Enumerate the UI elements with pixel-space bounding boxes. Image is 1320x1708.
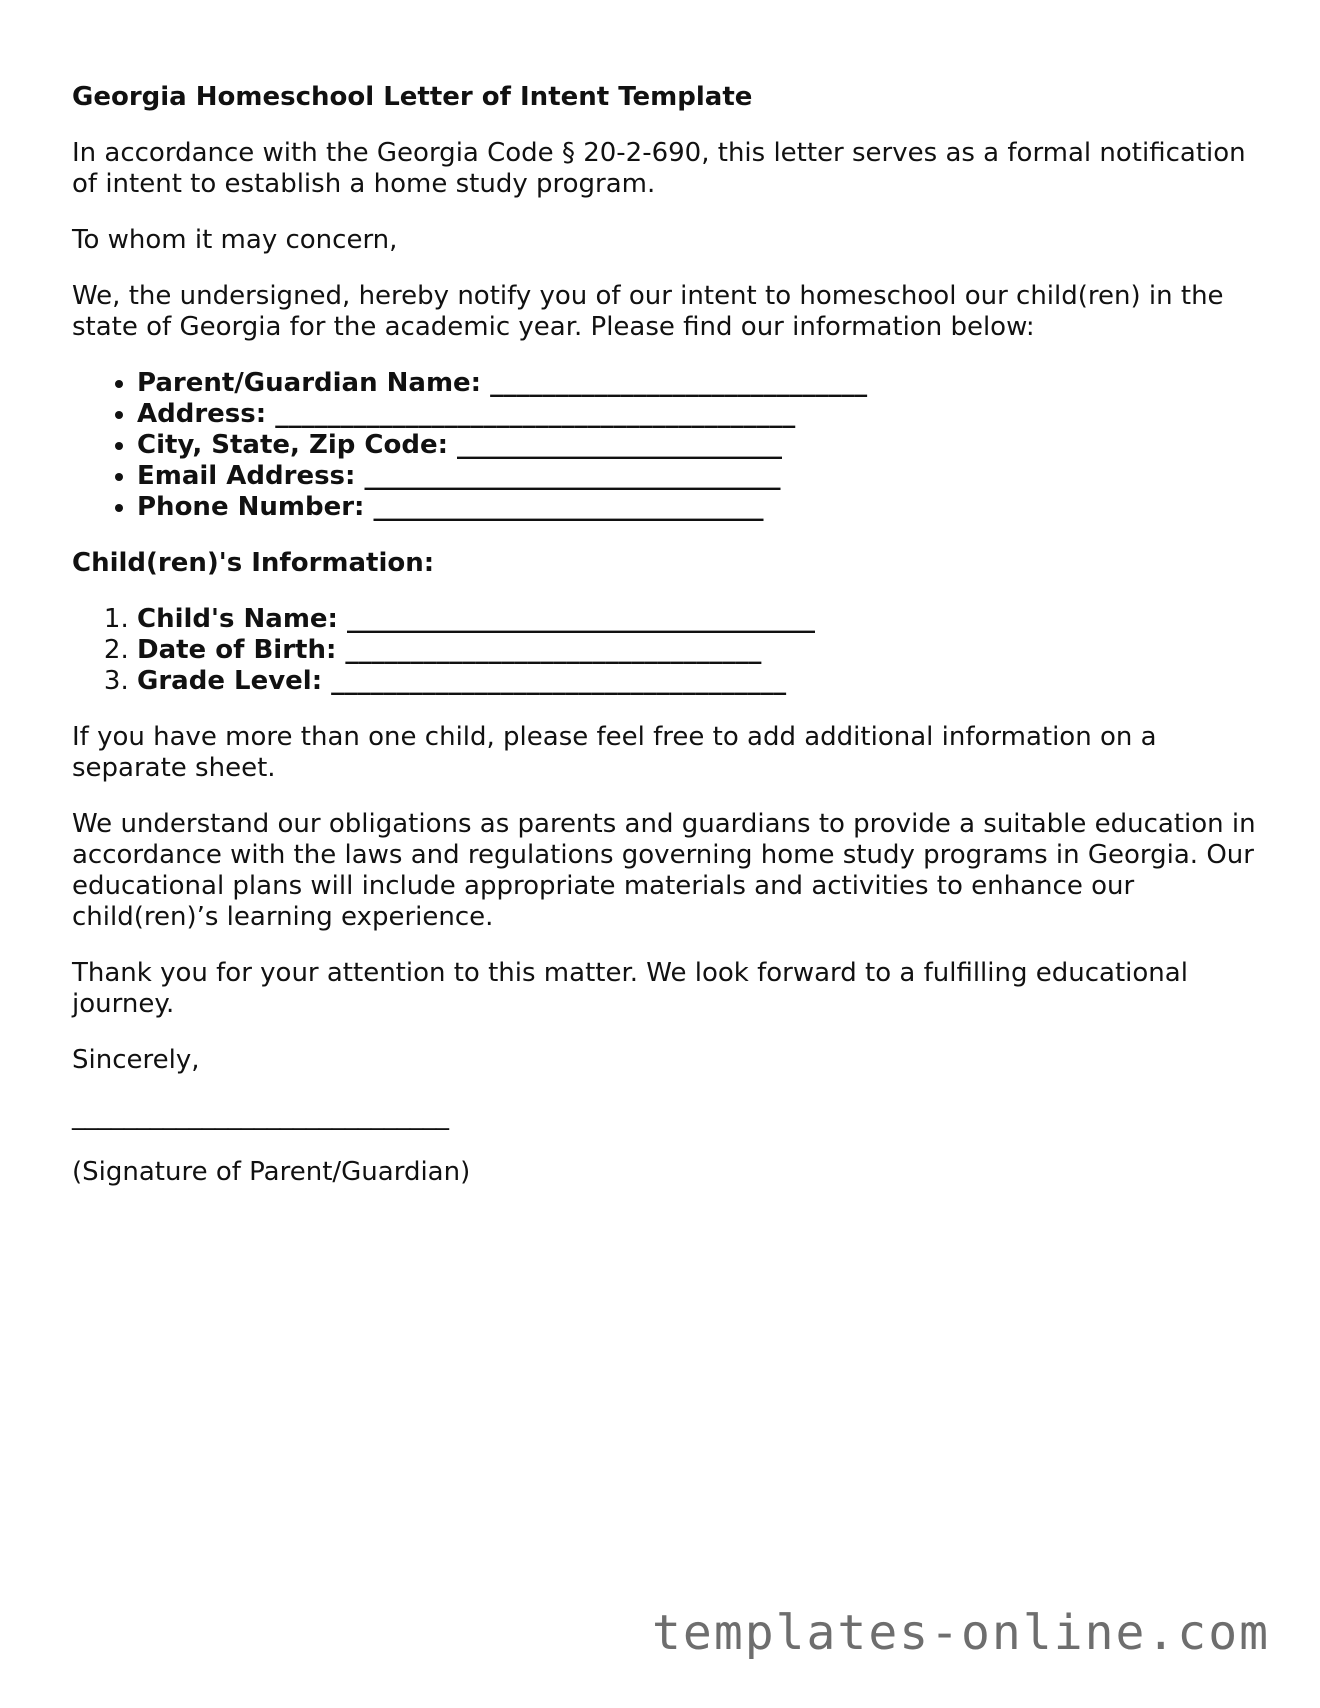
address-field: • Address: ________________________________________: [137, 399, 1262, 430]
document-title: Georgia Homeschool Letter of Intent Template: [72, 82, 753, 112]
signature-caption: (Signature of Parent/Guardian): [72, 1157, 471, 1187]
parent-info-list: [72, 368, 1262, 523]
intro-paragraph: In accordance with the Georgia Code § 20-2-690, this letter serves as a formal notification of intent to establish a home study program.: [72, 138, 1246, 199]
date-of-birth-field: 2. Date of Birth: ________________________________: [137, 635, 1262, 666]
parent-name-field: • Parent/Guardian Name: _____________________________: [137, 368, 1262, 399]
obligations-paragraph: We understand our obligations as parents and guardians to provide a suitable education in accordance with the laws and regulations governing home study programs in Georgia. Our educational plans will include appropriate materials and activities to enhance our child(ren)’s learning experience.: [72, 809, 1256, 932]
signature-line: _____________________________: [72, 1101, 449, 1131]
child-name-field: 1. Child's Name: ____________________________________: [137, 604, 1262, 635]
phone-field: • Phone Number: ______________________________: [137, 492, 1262, 523]
email-field: • Email Address: ________________________________: [137, 461, 1262, 492]
additional-note: If you have more than one child, please feel free to add additional information on a separate sheet.: [72, 722, 1157, 783]
child-info-list: [72, 604, 1262, 697]
thanks-paragraph: Thank you for your attention to this matter. We look forward to a fulfilling educational journey.: [72, 958, 1188, 1019]
notice-paragraph: We, the undersigned, hereby notify you of our intent to homeschool our child(ren) in the state of Georgia for the academic year. Please find our information below:: [72, 281, 1224, 342]
closing: Sincerely,: [72, 1045, 200, 1075]
salutation: To whom it may concern,: [72, 225, 398, 255]
children-heading: Child(ren)'s Information:: [72, 548, 435, 578]
grade-level-field: 3. Grade Level: ___________________________________: [137, 666, 1262, 697]
city-state-zip-field: • City, State, Zip Code: _________________________: [137, 430, 1262, 461]
watermark: templates-online.com: [652, 1605, 1270, 1661]
letter-document: [72, 82, 1262, 1213]
